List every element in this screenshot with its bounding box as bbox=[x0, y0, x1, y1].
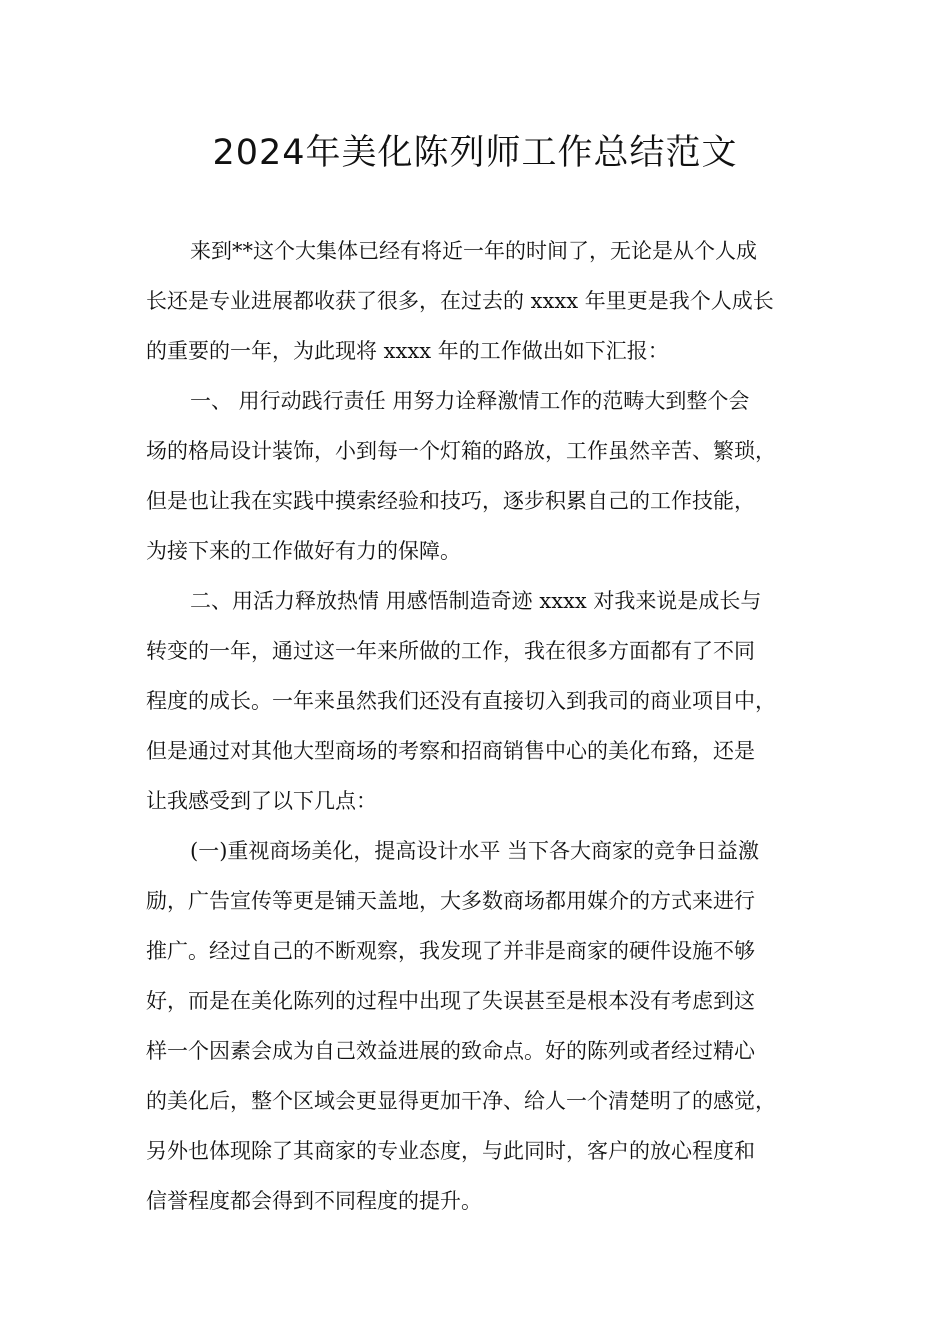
paragraph-line: 样一个因素会成为自己效益进展的致命点。好的陈列或者经过精心 bbox=[146, 1039, 755, 1063]
paragraph-line: 好，而是在美化陈列的过程中出现了失误甚至是根本没有考虑到这 bbox=[146, 989, 755, 1013]
paragraph-line: (一)重视商场美化，提高设计水平 当下各大商家的竞争日益激 bbox=[190, 839, 760, 863]
paragraph-line: 一、 用行动践行责任 用努力诠释激情工作的范畴大到整个会 bbox=[190, 389, 750, 413]
paragraph-line: 但是也让我在实践中摸索经验和技巧，逐步积累自己的工作技能， bbox=[146, 489, 755, 513]
paragraph-line: 励，广告宣传等更是铺天盖地，大多数商场都用媒介的方式来进行 bbox=[146, 889, 755, 913]
paragraph-line: 长还是专业进展都收获了很多，在过去的 xxxx 年里更是我个人成长 bbox=[146, 289, 774, 313]
paragraph-line: 推广。经过自己的不断观察，我发现了并非是商家的硬件设施不够 bbox=[146, 939, 755, 963]
document-body bbox=[146, 226, 821, 1226]
document-title: 2024年美化陈列师工作总结范文 bbox=[212, 133, 738, 173]
paragraph-line: 信誉程度都会得到不同程度的提升。 bbox=[146, 1189, 482, 1213]
paragraph-line: 二、用活力释放热情 用感悟制造奇迹 xxxx 对我来说是成长与 bbox=[190, 589, 762, 613]
paragraph-line: 让我感受到了以下几点： bbox=[146, 789, 377, 813]
paragraph-line: 的美化后，整个区域会更显得更加干净、给人一个清楚明了的感觉， bbox=[146, 1089, 776, 1113]
paragraph-line: 来到**这个大集体已经有将近一年的时间了，无论是从个人成 bbox=[190, 239, 757, 263]
paragraph-line: 的重要的一年，为此现将 xxxx 年的工作做出如下汇报： bbox=[146, 339, 669, 363]
paragraph-line: 为接下来的工作做好有力的保障。 bbox=[146, 539, 461, 563]
paragraph-line: 另外也体现除了其商家的专业态度，与此同时，客户的放心程度和 bbox=[146, 1139, 755, 1163]
paragraph-line: 程度的成长。一年来虽然我们还没有直接切入到我司的商业项目中， bbox=[146, 689, 776, 713]
paragraph-line: 但是通过对其他大型商场的考察和招商销售中心的美化布臵，还是 bbox=[146, 739, 755, 763]
paragraph-line: 转变的一年，通过这一年来所做的工作，我在很多方面都有了不同 bbox=[146, 639, 755, 663]
paragraph-line: 场的格局设计装饰，小到每一个灯箱的路放，工作虽然辛苦、繁琐， bbox=[146, 439, 776, 463]
